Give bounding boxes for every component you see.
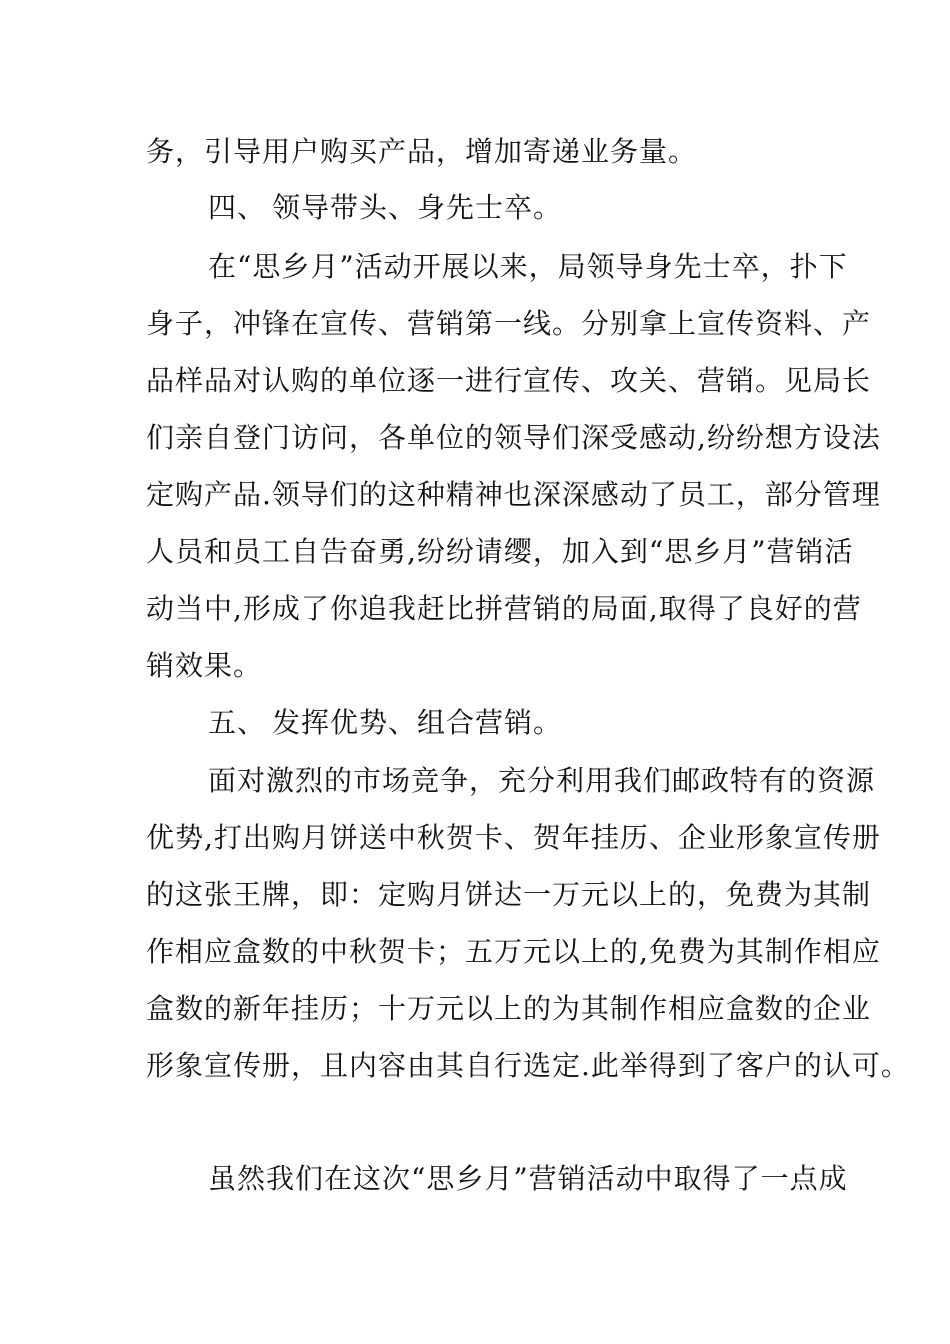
section-number: 四、 <box>208 191 267 224</box>
text-line: 作相应盒数的中秋贺卡；五万元以上的,免费为其制作相应 <box>146 935 881 968</box>
text-line: 身子，冲锋在宣传、营销第一线。分别拿上宣传资料、产 <box>146 307 872 340</box>
text-line: 们亲自登门访问，各单位的领导们深受感动,纷纷想方设法 <box>146 421 881 454</box>
text-line: 形象宣传册，且内容由其自行选定.此举得到了客户的认可。 <box>146 1049 910 1082</box>
text-line: 盒数的新年挂历；十万元以上的为其制作相应盒数的企业 <box>146 992 872 1025</box>
text-line: 销效果。 <box>146 649 263 682</box>
paragraph-first-line: 面对激烈的市场竞争，充分利用我们邮政特有的资源 <box>208 764 876 797</box>
text-line: 定购产品.领导们的这种精神也深深感动了员工，部分管理 <box>146 478 881 511</box>
section-number: 五、 <box>208 706 267 739</box>
paragraph-first-line: 在“思乡月”活动开展以来，局领导身先士卒，扑下 <box>208 250 848 283</box>
text-line: 动当中,形成了你追我赶比拼营销的局面,取得了良好的营 <box>146 592 862 625</box>
section-heading: 领导带头、身先士卒。 <box>272 191 563 224</box>
section-heading: 发挥优势、组合营销。 <box>272 706 563 739</box>
text-line: 品样品对认购的单位逐一进行宣传、攻关、营销。见局长 <box>146 364 872 397</box>
text-line: 优势,打出购月饼送中秋贺卡、贺年挂历、企业形象宣传册 <box>146 821 881 854</box>
text-line: 的这张王牌，即：定购月饼达一万元以上的，免费为其制 <box>146 878 872 911</box>
text-line: 人员和员工自告奋勇,纷纷请缨，加入到“思乡月”营销活 <box>146 535 854 568</box>
text-line: 务，引导用户购买产品，增加寄递业务量。 <box>146 135 698 168</box>
paragraph-first-line: 虽然我们在这次“思乡月”营销活动中取得了一点成 <box>208 1162 848 1195</box>
